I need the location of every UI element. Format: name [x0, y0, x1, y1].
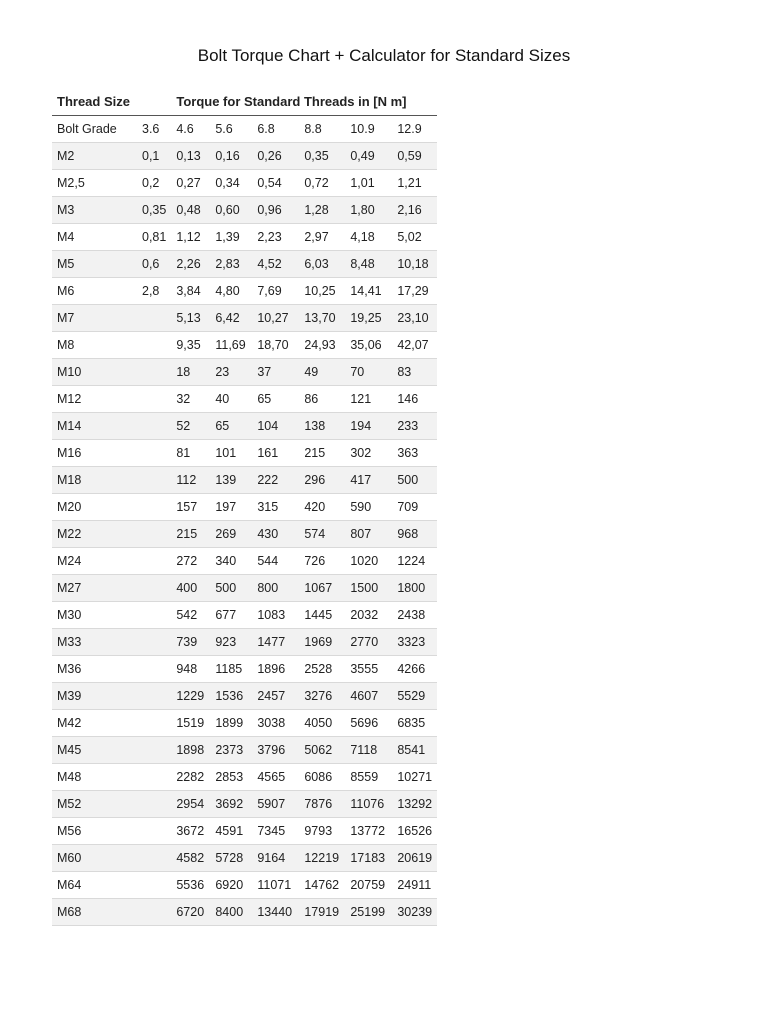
torque-cell: 542	[171, 602, 210, 629]
torque-cell: 13772	[345, 818, 392, 845]
torque-cell: 37	[252, 359, 299, 386]
torque-cell	[137, 332, 171, 359]
torque-cell: 2954	[171, 791, 210, 818]
torque-cell: 104	[252, 413, 299, 440]
table-row	[52, 386, 437, 413]
torque-cell: 0,81	[137, 224, 171, 251]
torque-cell: 215	[299, 440, 345, 467]
row-label-cell: M2	[52, 143, 137, 170]
torque-cell: 112	[171, 467, 210, 494]
torque-cell: 9793	[299, 818, 345, 845]
torque-cell: 0,49	[345, 143, 392, 170]
torque-cell	[137, 575, 171, 602]
torque-cell: 2528	[299, 656, 345, 683]
torque-cell: 1,21	[392, 170, 437, 197]
torque-cell	[137, 872, 171, 899]
torque-cell: 17919	[299, 899, 345, 926]
torque-cell: 0,35	[137, 197, 171, 224]
torque-cell: 2,97	[299, 224, 345, 251]
torque-cell: 30239	[392, 899, 437, 926]
torque-cell: 1,80	[345, 197, 392, 224]
torque-cell	[137, 521, 171, 548]
torque-cell: 12.9	[392, 116, 437, 143]
row-label-cell: M5	[52, 251, 137, 278]
torque-header: Torque for Standard Threads in [N m]	[171, 88, 437, 116]
torque-cell: 8.8	[299, 116, 345, 143]
torque-cell: 500	[210, 575, 252, 602]
table-row	[52, 440, 437, 467]
torque-cell: 42,07	[392, 332, 437, 359]
torque-cell: 1224	[392, 548, 437, 575]
table-row	[52, 548, 437, 575]
row-label-cell: M16	[52, 440, 137, 467]
torque-cell: 5.6	[210, 116, 252, 143]
row-label-cell: M18	[52, 467, 137, 494]
table-row	[52, 899, 437, 926]
torque-cell: 6086	[299, 764, 345, 791]
torque-cell: 8,48	[345, 251, 392, 278]
torque-cell: 197	[210, 494, 252, 521]
torque-cell: 32	[171, 386, 210, 413]
torque-cell: 0,13	[171, 143, 210, 170]
torque-cell: 2438	[392, 602, 437, 629]
torque-cell: 1,28	[299, 197, 345, 224]
torque-cell: 11076	[345, 791, 392, 818]
table-row	[52, 521, 437, 548]
torque-cell: 10271	[392, 764, 437, 791]
torque-cell: 1229	[171, 683, 210, 710]
torque-cell: 11,69	[210, 332, 252, 359]
torque-cell: 0,72	[299, 170, 345, 197]
torque-cell: 16526	[392, 818, 437, 845]
torque-cell: 1020	[345, 548, 392, 575]
torque-cell: 5,02	[392, 224, 437, 251]
torque-cell: 0,35	[299, 143, 345, 170]
row-label-cell: M2,5	[52, 170, 137, 197]
torque-cell: 49	[299, 359, 345, 386]
table-row	[52, 791, 437, 818]
torque-cell: 6,03	[299, 251, 345, 278]
torque-cell: 14,41	[345, 278, 392, 305]
torque-cell: 222	[252, 467, 299, 494]
table-row	[52, 710, 437, 737]
torque-cell: 10,27	[252, 305, 299, 332]
torque-cell	[137, 764, 171, 791]
torque-cell: 52	[171, 413, 210, 440]
torque-cell: 18,70	[252, 332, 299, 359]
torque-cell: 3323	[392, 629, 437, 656]
torque-cell: 139	[210, 467, 252, 494]
torque-cell: 2,8	[137, 278, 171, 305]
row-label-cell: M3	[52, 197, 137, 224]
row-label-cell: M24	[52, 548, 137, 575]
row-label-cell: M42	[52, 710, 137, 737]
table-row	[52, 143, 437, 170]
torque-cell: 9164	[252, 845, 299, 872]
torque-cell: 340	[210, 548, 252, 575]
torque-cell	[137, 656, 171, 683]
torque-cell: 7876	[299, 791, 345, 818]
table-row	[52, 872, 437, 899]
torque-cell: 4266	[392, 656, 437, 683]
torque-cell: 5062	[299, 737, 345, 764]
torque-cell: 4582	[171, 845, 210, 872]
torque-cell	[137, 548, 171, 575]
torque-cell: 3.6	[137, 116, 171, 143]
torque-cell: 6,42	[210, 305, 252, 332]
torque-cell: 0,34	[210, 170, 252, 197]
torque-cell: 800	[252, 575, 299, 602]
row-label-cell: M52	[52, 791, 137, 818]
torque-cell: 4565	[252, 764, 299, 791]
torque-cell: 0,27	[171, 170, 210, 197]
table-row	[52, 251, 437, 278]
torque-cell: 4,80	[210, 278, 252, 305]
torque-cell: 8400	[210, 899, 252, 926]
torque-cell: 65	[252, 386, 299, 413]
table-row	[52, 467, 437, 494]
torque-cell: 9,35	[171, 332, 210, 359]
torque-cell: 0,16	[210, 143, 252, 170]
torque-cell: 302	[345, 440, 392, 467]
row-label-cell: M7	[52, 305, 137, 332]
torque-cell: 0,59	[392, 143, 437, 170]
torque-cell: 20619	[392, 845, 437, 872]
torque-cell: 1,01	[345, 170, 392, 197]
torque-cell: 1519	[171, 710, 210, 737]
row-label-cell: M56	[52, 818, 137, 845]
torque-cell	[137, 818, 171, 845]
torque-cell: 3796	[252, 737, 299, 764]
torque-cell: 161	[252, 440, 299, 467]
torque-table	[52, 88, 437, 926]
torque-cell: 3276	[299, 683, 345, 710]
torque-cell: 1898	[171, 737, 210, 764]
torque-cell: 194	[345, 413, 392, 440]
torque-cell: 83	[392, 359, 437, 386]
torque-cell: 0,60	[210, 197, 252, 224]
row-label-cell: M39	[52, 683, 137, 710]
torque-cell: 19,25	[345, 305, 392, 332]
torque-cell: 315	[252, 494, 299, 521]
torque-cell: 2373	[210, 737, 252, 764]
table-row	[52, 629, 437, 656]
torque-cell: 1445	[299, 602, 345, 629]
torque-cell: 0,54	[252, 170, 299, 197]
torque-cell: 121	[345, 386, 392, 413]
torque-cell: 2282	[171, 764, 210, 791]
torque-cell: 1185	[210, 656, 252, 683]
torque-cell: 24,93	[299, 332, 345, 359]
torque-cell: 0,1	[137, 143, 171, 170]
torque-cell: 70	[345, 359, 392, 386]
torque-cell: 18	[171, 359, 210, 386]
torque-cell: 417	[345, 467, 392, 494]
torque-cell: 3692	[210, 791, 252, 818]
table-row	[52, 305, 437, 332]
torque-cell	[137, 845, 171, 872]
table-row	[52, 359, 437, 386]
torque-cell	[137, 629, 171, 656]
torque-cell	[137, 467, 171, 494]
table-row	[52, 197, 437, 224]
row-label-cell: M45	[52, 737, 137, 764]
table-row	[52, 845, 437, 872]
torque-cell: 420	[299, 494, 345, 521]
torque-cell: 146	[392, 386, 437, 413]
torque-cell: 2457	[252, 683, 299, 710]
torque-cell: 739	[171, 629, 210, 656]
torque-cell: 0,6	[137, 251, 171, 278]
torque-cell: 709	[392, 494, 437, 521]
torque-cell: 430	[252, 521, 299, 548]
torque-cell: 5,13	[171, 305, 210, 332]
torque-cell: 968	[392, 521, 437, 548]
row-label-cell: M20	[52, 494, 137, 521]
torque-cell: 157	[171, 494, 210, 521]
torque-cell: 8541	[392, 737, 437, 764]
row-label-cell: M36	[52, 656, 137, 683]
torque-cell: 4,18	[345, 224, 392, 251]
torque-cell: 8559	[345, 764, 392, 791]
torque-cell: 544	[252, 548, 299, 575]
torque-cell: 2770	[345, 629, 392, 656]
torque-cell: 0,26	[252, 143, 299, 170]
torque-cell: 6720	[171, 899, 210, 926]
table-row	[52, 683, 437, 710]
torque-cell: 1500	[345, 575, 392, 602]
torque-cell: 10.9	[345, 116, 392, 143]
torque-cell: 81	[171, 440, 210, 467]
torque-cell	[137, 413, 171, 440]
torque-cell: 13440	[252, 899, 299, 926]
torque-cell: 20759	[345, 872, 392, 899]
row-label-cell: M30	[52, 602, 137, 629]
torque-cell	[137, 683, 171, 710]
torque-cell: 1477	[252, 629, 299, 656]
table-row	[52, 224, 437, 251]
torque-cell: 400	[171, 575, 210, 602]
torque-cell: 40	[210, 386, 252, 413]
torque-cell: 272	[171, 548, 210, 575]
torque-cell: 138	[299, 413, 345, 440]
row-label-cell: M60	[52, 845, 137, 872]
torque-cell: 0,96	[252, 197, 299, 224]
torque-cell: 24911	[392, 872, 437, 899]
torque-cell: 13,70	[299, 305, 345, 332]
torque-cell: 677	[210, 602, 252, 629]
torque-cell: 1083	[252, 602, 299, 629]
torque-cell: 7345	[252, 818, 299, 845]
thread-size-header: Thread Size	[52, 88, 171, 116]
row-label-cell: M48	[52, 764, 137, 791]
row-label-cell: Bolt Grade	[52, 116, 137, 143]
table-header-row	[52, 88, 437, 116]
row-label-cell: M64	[52, 872, 137, 899]
torque-cell: 13292	[392, 791, 437, 818]
table-row	[52, 818, 437, 845]
table-row	[52, 656, 437, 683]
torque-cell: 6920	[210, 872, 252, 899]
torque-cell: 101	[210, 440, 252, 467]
torque-cell: 11071	[252, 872, 299, 899]
torque-cell: 233	[392, 413, 437, 440]
torque-cell: 4591	[210, 818, 252, 845]
bolt-grade-row	[52, 116, 437, 143]
torque-cell: 4050	[299, 710, 345, 737]
torque-cell: 2,83	[210, 251, 252, 278]
torque-cell	[137, 710, 171, 737]
torque-cell: 1969	[299, 629, 345, 656]
torque-cell: 807	[345, 521, 392, 548]
torque-cell	[137, 494, 171, 521]
torque-cell: 7118	[345, 737, 392, 764]
torque-cell	[137, 899, 171, 926]
table-row	[52, 737, 437, 764]
row-label-cell: M4	[52, 224, 137, 251]
table-row	[52, 170, 437, 197]
torque-cell: 25199	[345, 899, 392, 926]
table-row	[52, 602, 437, 629]
torque-cell: 4,52	[252, 251, 299, 278]
torque-cell: 1,12	[171, 224, 210, 251]
torque-cell: 2853	[210, 764, 252, 791]
torque-cell	[137, 359, 171, 386]
torque-cell: 590	[345, 494, 392, 521]
torque-cell: 4.6	[171, 116, 210, 143]
torque-cell: 23	[210, 359, 252, 386]
row-label-cell: M68	[52, 899, 137, 926]
torque-cell: 6835	[392, 710, 437, 737]
table-row	[52, 413, 437, 440]
torque-cell: 86	[299, 386, 345, 413]
row-label-cell: M22	[52, 521, 137, 548]
torque-cell: 1536	[210, 683, 252, 710]
torque-cell: 10,25	[299, 278, 345, 305]
torque-cell: 3672	[171, 818, 210, 845]
torque-cell: 1896	[252, 656, 299, 683]
torque-cell: 363	[392, 440, 437, 467]
torque-cell: 5529	[392, 683, 437, 710]
table-body	[52, 116, 437, 926]
torque-cell: 17183	[345, 845, 392, 872]
table-row	[52, 575, 437, 602]
torque-cell: 1800	[392, 575, 437, 602]
torque-cell: 215	[171, 521, 210, 548]
torque-cell	[137, 791, 171, 818]
row-label-cell: M33	[52, 629, 137, 656]
torque-cell	[137, 737, 171, 764]
torque-cell: 574	[299, 521, 345, 548]
torque-cell: 3038	[252, 710, 299, 737]
row-label-cell: M8	[52, 332, 137, 359]
row-label-cell: M14	[52, 413, 137, 440]
torque-cell: 2032	[345, 602, 392, 629]
table-row	[52, 494, 437, 521]
torque-cell: 1067	[299, 575, 345, 602]
torque-cell: 2,23	[252, 224, 299, 251]
torque-cell: 2,26	[171, 251, 210, 278]
torque-cell: 726	[299, 548, 345, 575]
torque-cell: 17,29	[392, 278, 437, 305]
table-row	[52, 278, 437, 305]
torque-cell: 14762	[299, 872, 345, 899]
torque-cell: 3,84	[171, 278, 210, 305]
torque-cell: 923	[210, 629, 252, 656]
torque-cell	[137, 305, 171, 332]
torque-cell	[137, 386, 171, 413]
torque-cell: 0,2	[137, 170, 171, 197]
torque-cell: 1,39	[210, 224, 252, 251]
row-label-cell: M10	[52, 359, 137, 386]
torque-cell: 4607	[345, 683, 392, 710]
torque-cell	[137, 602, 171, 629]
table-row	[52, 332, 437, 359]
torque-cell: 5907	[252, 791, 299, 818]
torque-cell: 12219	[299, 845, 345, 872]
torque-cell: 5696	[345, 710, 392, 737]
torque-cell: 23,10	[392, 305, 437, 332]
torque-cell: 5536	[171, 872, 210, 899]
torque-cell: 269	[210, 521, 252, 548]
page-title: Bolt Torque Chart + Calculator for Standard Sizes	[197, 46, 571, 65]
torque-cell: 500	[392, 467, 437, 494]
torque-cell: 7,69	[252, 278, 299, 305]
torque-cell: 10,18	[392, 251, 437, 278]
torque-cell: 0,48	[171, 197, 210, 224]
row-label-cell: M27	[52, 575, 137, 602]
torque-cell: 6.8	[252, 116, 299, 143]
torque-cell: 948	[171, 656, 210, 683]
torque-cell: 5728	[210, 845, 252, 872]
torque-cell: 1899	[210, 710, 252, 737]
row-label-cell: M12	[52, 386, 137, 413]
torque-cell: 296	[299, 467, 345, 494]
table-row	[52, 764, 437, 791]
torque-cell: 35,06	[345, 332, 392, 359]
torque-cell	[137, 440, 171, 467]
row-label-cell: M6	[52, 278, 137, 305]
torque-cell: 3555	[345, 656, 392, 683]
torque-cell: 65	[210, 413, 252, 440]
torque-cell: 2,16	[392, 197, 437, 224]
